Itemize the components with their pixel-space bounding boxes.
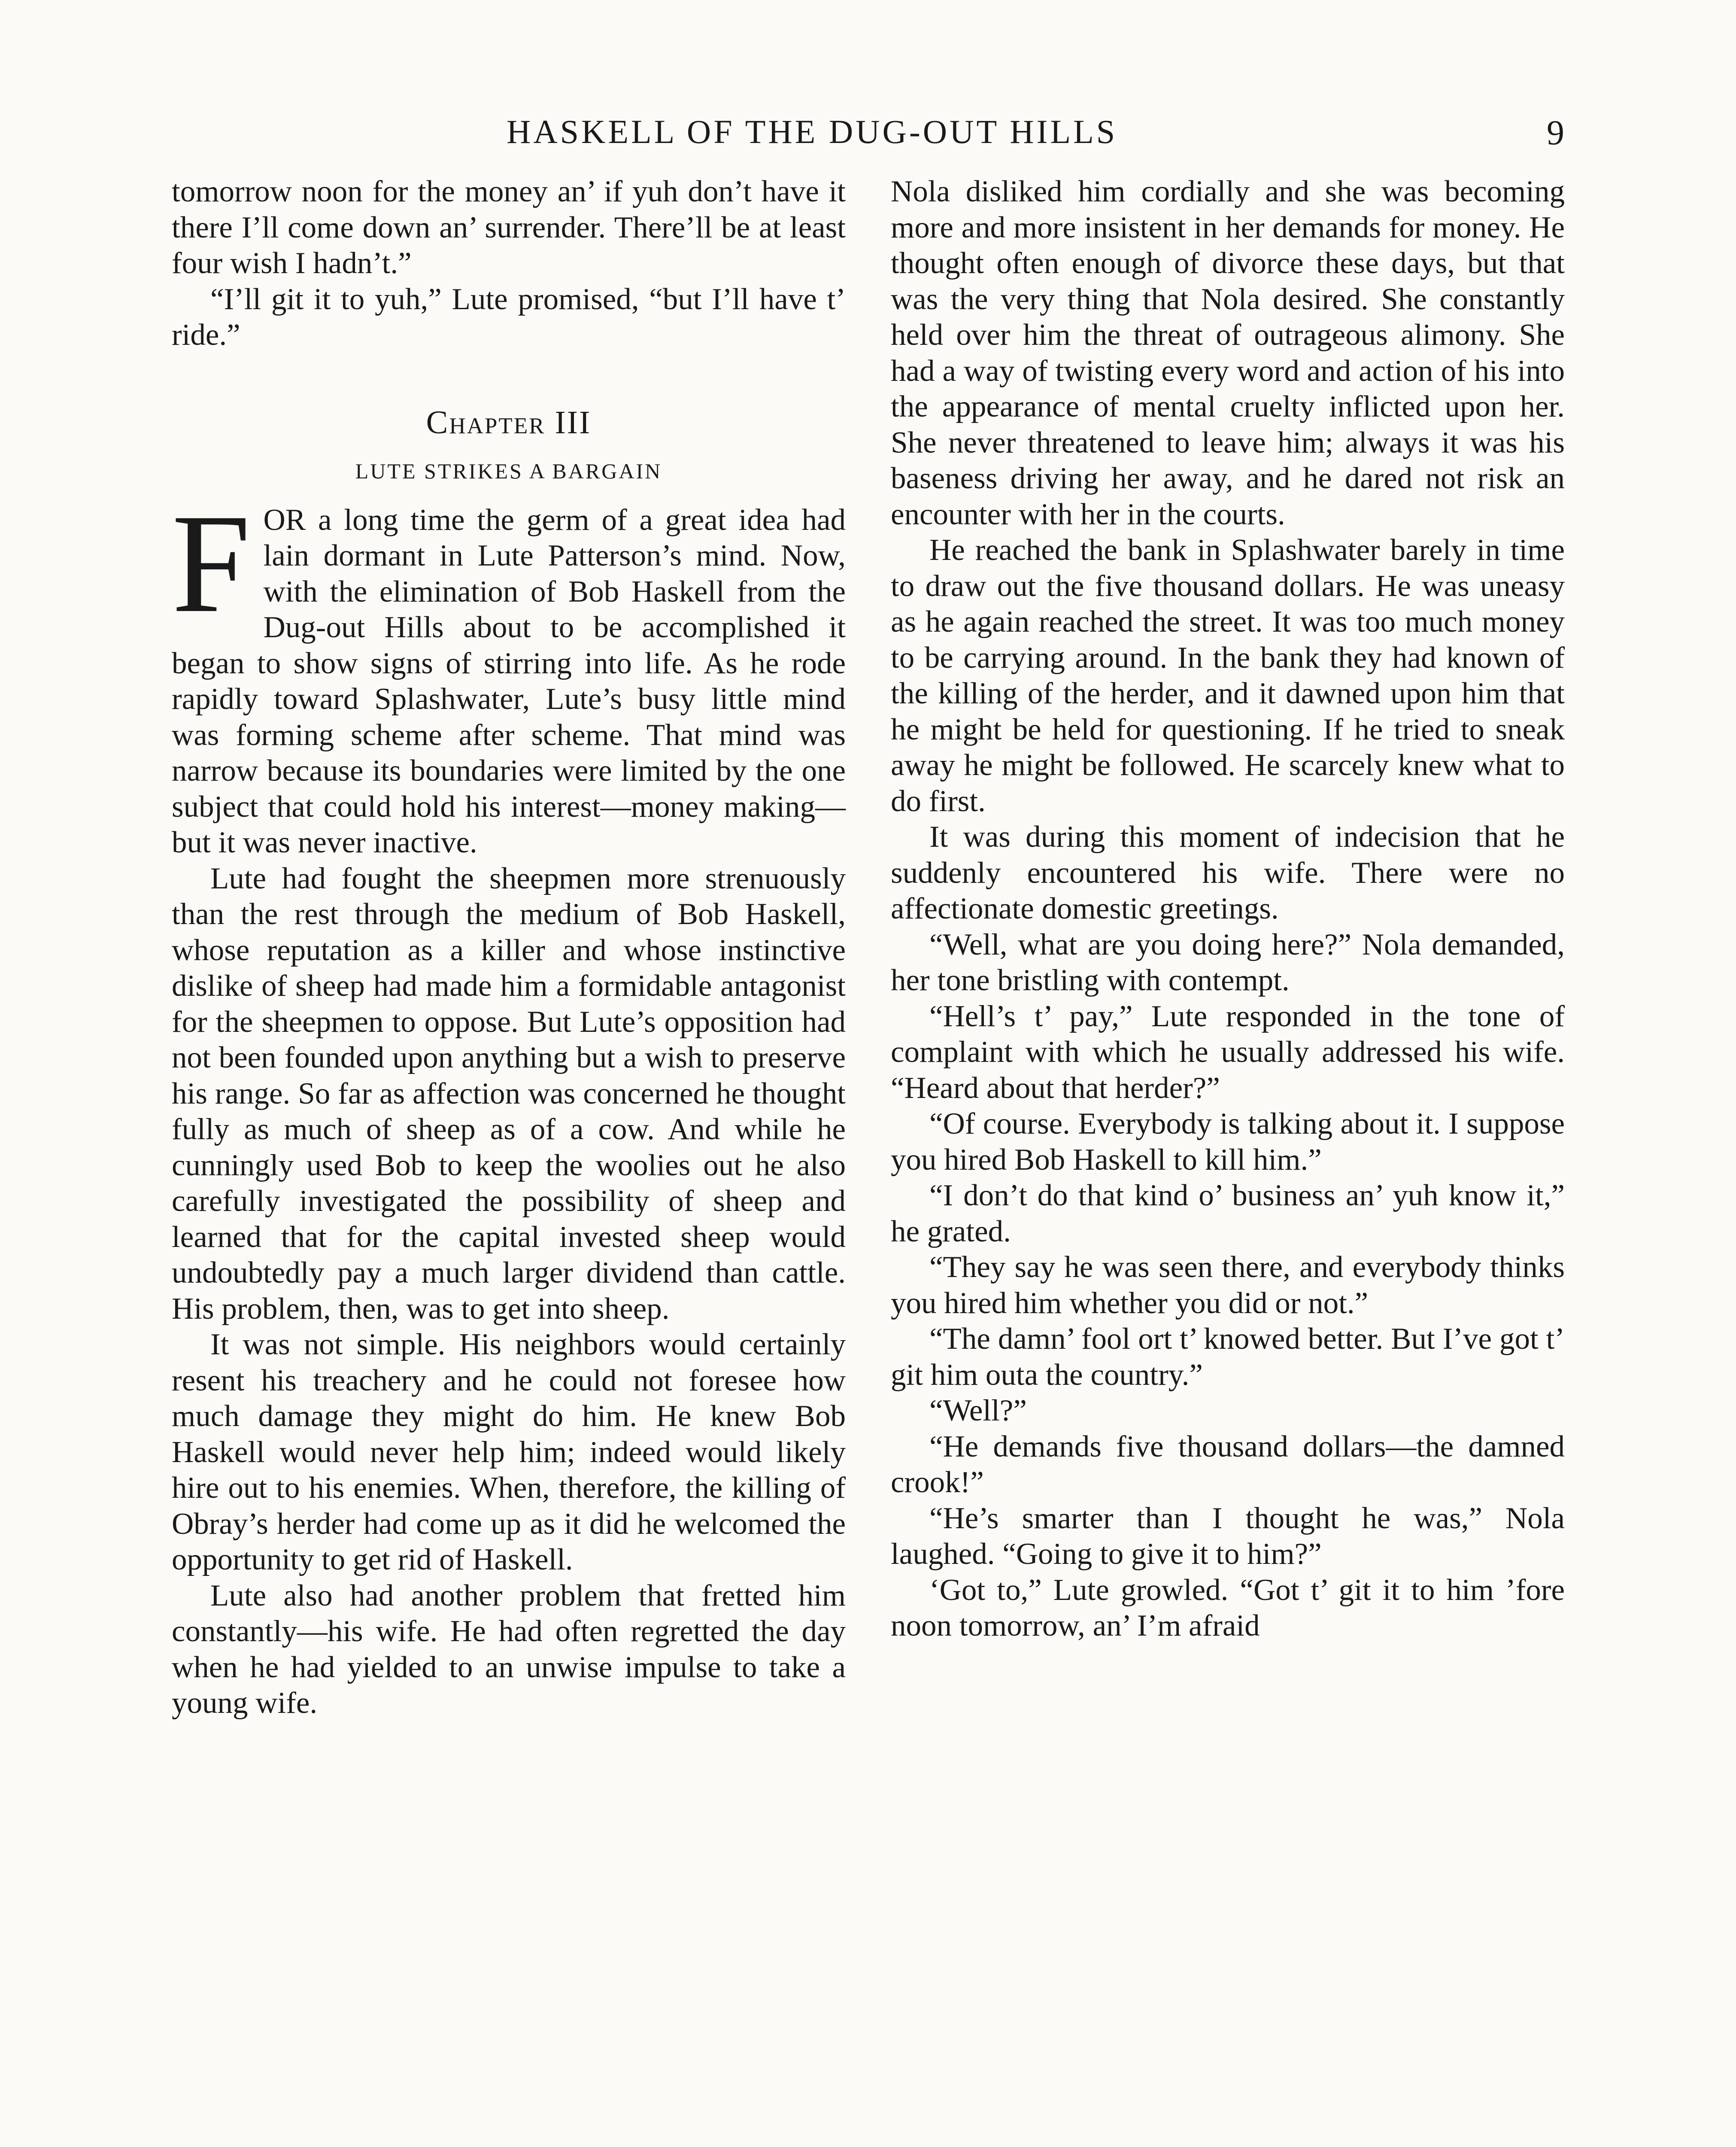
paragraph: “He’s smarter than I thought he was,” Nola laughed. “Going to give it to him?” xyxy=(891,1501,1565,1571)
paragraph: “I’ll git it to yuh,” Lute promised, “but I’ll have t’ ride.” xyxy=(172,282,846,352)
paragraph: It was during this moment of indecision that he suddenly encountered his wife. There were no affectionate domestic greetings. xyxy=(891,820,1565,925)
paragraph: “Well?” xyxy=(929,1394,1027,1427)
paragraph: “He demands five thousand dollars—the damned crook!” xyxy=(891,1429,1565,1499)
page-number: 9 xyxy=(1547,113,1564,152)
chapter-subtitle: LUTE STRIKES A BARGAIN xyxy=(355,459,662,483)
paragraph: tomorrow noon for the money an’ if yuh don’t have it there I’ll come down an’ surrender. There’ll be at least four wish I hadn’t.” xyxy=(172,175,846,280)
paragraph: He reached the bank in Splashwater barely in time to draw out the five thousand dollars. He was uneasy as he again reached the street. It was too much money to be carrying around. In the bank they had known of the killing of the herder, and it dawned upon him that he might be held for questioning. If he tried to sneak away he might be followed. He scarcely knew what to do first. xyxy=(891,533,1565,818)
right-column xyxy=(891,174,1565,1644)
paragraph: Lute had fought the sheepmen more strenuously than the rest through the medium of Bob Haskell, whose reputation as a killer and whose instinctive dislike of sheep had made him a formidable antagonist for the sheepmen to oppose. But Lute’s opposition had not been founded upon anything but a wish to preserve his range. So far as affection was concerned he thought fully as much of sheep as of a cow. And while he cunningly used Bob to keep the woolies out he also carefully investigated the possibility of sheep and learned that for the capital invested sheep would undoubtedly pay a much larger dividend than cattle. His problem, then, was to get into sheep. xyxy=(172,861,846,1326)
paragraph: ‘Got to,” Lute growled. “Got t’ git it to him ’fore noon tomorrow, an’ I’m afraid xyxy=(891,1573,1565,1642)
paragraph: “Hell’s t’ pay,” Lute responded in the tone of complaint with which he usually addressed his wife. “Heard about that herder?” xyxy=(891,999,1565,1105)
paragraph: “The damn’ fool ort t’ knowed better. But I’ve got t’ git him outa the country.” xyxy=(891,1322,1565,1392)
left-column xyxy=(172,174,846,1721)
dropcap-paragraph-text: OR a long time the germ of a great idea had lain dormant in Lute Patterson’s mind. Now, with the elimination of Bob Haskell from the Dug-out Hills about to be accomplished it began to show signs of stirring into life. As he rode rapidly toward Splashwater, Lute’s busy little mind was forming scheme after scheme. That mind was narrow because its boundaries were limited by the one subject that could hold his interest—money making—but it was never inactive. xyxy=(172,503,846,859)
paragraph: “They say he was seen there, and everybody thinks you hired him whether you did or not.” xyxy=(891,1250,1565,1320)
chapter-heading: Chapter III xyxy=(426,404,592,441)
running-title: HASKELL OF THE DUG-OUT HILLS xyxy=(507,113,1118,150)
paragraph: “I don’t do that kind o’ business an’ yuh know it,” he grated. xyxy=(891,1179,1565,1248)
paragraph: Nola disliked him cordially and she was becoming more and more insistent in her demands for money. He thought often enough of divorce these days, but that was the very thing that Nola desired. She constantly held over him the threat of outrageous alimony. She had a way of twisting every word and action of his into the appearance of mental cruelty inflicted upon her. She never threatened to leave him; always it was his baseness driving her away, and he dared not risk an encounter with her in the courts. xyxy=(891,175,1565,531)
paragraph: Lute also had another problem that fretted him constantly—his wife. He had often regretted the day when he had yielded to an unwise impulse to take a young wife. xyxy=(172,1578,846,1720)
paragraph: “Well, what are you doing here?” Nola demanded, her tone bristling with contempt. xyxy=(891,928,1565,997)
paragraph: It was not simple. His neighbors would certainly resent his treachery and he could not foresee how much damage they might do him. He knew Bob Haskell would never help him; indeed would likely hire out to his enemies. When, therefore, the killing of Obray’s herder had come up as it did he welcomed the opportunity to get rid of Haskell. xyxy=(172,1328,846,1576)
paragraph: “Of course. Everybody is talking about it. I suppose you hired Bob Haskell to kill him.” xyxy=(891,1107,1565,1177)
dropcap-paragraph xyxy=(172,485,846,861)
drop-cap: F xyxy=(172,485,251,642)
